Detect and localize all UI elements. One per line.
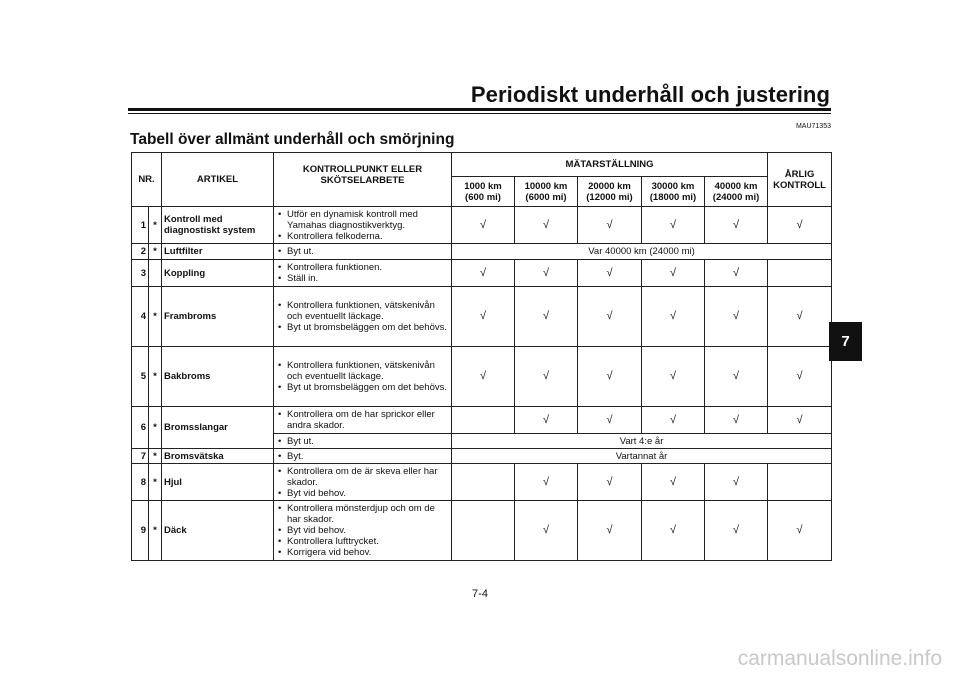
check-mark: √	[705, 207, 768, 244]
task-item: • Byt vid behov.	[278, 488, 449, 499]
check-mark: √	[768, 347, 832, 407]
table-row	[132, 287, 832, 347]
row-item: Bromsvätska	[162, 449, 274, 464]
check-mark: √	[515, 207, 578, 244]
task-item: • Kontrollera funktionen.	[278, 262, 449, 273]
row-tasks	[274, 407, 452, 434]
check-mark: √	[515, 501, 578, 561]
row-tasks	[274, 287, 452, 347]
check-mark: √	[515, 347, 578, 407]
check-mark: √	[705, 464, 768, 501]
table-row	[132, 207, 832, 244]
table-row	[132, 347, 832, 407]
table-row	[132, 449, 832, 464]
header-odometer: MÄTARSTÄLLNING	[452, 153, 768, 177]
header-interval: 20000 km (12000 mi)	[578, 177, 642, 207]
row-number: 1	[132, 207, 149, 244]
row-number: 7	[132, 449, 149, 464]
interval-span: Vart 4:e år	[452, 434, 832, 449]
check-mark: √	[705, 407, 768, 434]
task-item: • Kontrollera om de är skeva eller har skador.	[278, 466, 449, 488]
task-item: • Korrigera vid behov.	[278, 547, 449, 558]
task-item: • Ställ in.	[278, 273, 449, 284]
check-mark: √	[515, 407, 578, 434]
check-mark: √	[768, 287, 832, 347]
row-star: *	[149, 501, 162, 561]
row-item: Kontroll med diagnostiskt system	[162, 207, 274, 244]
header-checkpoint: KONTROLLPUNKT ELLER SKÖTSELARBETE	[274, 153, 452, 207]
row-star: *	[149, 449, 162, 464]
check-mark: √	[578, 501, 642, 561]
task-item: • Kontrollera mönsterdjup och om de har skador.	[278, 503, 449, 525]
chapter-tab: 7	[829, 322, 862, 361]
empty-cell	[452, 464, 515, 501]
row-star: *	[149, 407, 162, 449]
check-mark: √	[515, 464, 578, 501]
task-item: • Byt.	[278, 451, 449, 462]
header-item: ARTIKEL	[162, 153, 274, 207]
row-item: Bromsslangar	[162, 407, 274, 449]
check-mark: √	[578, 464, 642, 501]
row-number: 4	[132, 287, 149, 347]
header-annual: ÅRLIG KONTROLL	[768, 153, 832, 207]
task-item: • Kontrollera funktionen, vätskenivån och eventuellt läckage.	[278, 360, 449, 382]
task-item: • Kontrollera lufttrycket.	[278, 536, 449, 547]
check-mark: √	[705, 287, 768, 347]
task-item: • Kontrollera om de har sprickor eller andra skador.	[278, 409, 449, 431]
task-item: • Byt ut.	[278, 246, 449, 257]
check-mark: √	[705, 260, 768, 287]
empty-cell	[452, 501, 515, 561]
row-item: Däck	[162, 501, 274, 561]
row-star: *	[149, 287, 162, 347]
row-tasks	[274, 434, 452, 449]
check-mark: √	[768, 501, 832, 561]
check-mark: √	[705, 501, 768, 561]
row-number: 8	[132, 464, 149, 501]
check-mark: √	[642, 207, 705, 244]
task-item: • Byt ut bromsbeläggen om det behövs.	[278, 382, 449, 393]
check-mark: √	[705, 347, 768, 407]
empty-cell	[452, 407, 515, 434]
check-mark: √	[642, 407, 705, 434]
check-mark: √	[452, 207, 515, 244]
check-mark: √	[578, 347, 642, 407]
task-item: • Byt ut.	[278, 436, 449, 447]
check-mark: √	[578, 287, 642, 347]
header-rule-thick	[128, 108, 831, 111]
watermark: carmanualsonline.info	[737, 647, 942, 670]
row-item: Hjul	[162, 464, 274, 501]
check-mark: √	[768, 407, 832, 434]
table-row	[132, 407, 832, 434]
check-mark: √	[578, 260, 642, 287]
header-interval: 30000 km (18000 mi)	[642, 177, 705, 207]
row-star: *	[149, 347, 162, 407]
row-tasks	[274, 449, 452, 464]
check-mark: √	[642, 260, 705, 287]
row-item: Bakbroms	[162, 347, 274, 407]
header-interval: 40000 km (24000 mi)	[705, 177, 768, 207]
check-mark: √	[452, 287, 515, 347]
table-row	[132, 464, 832, 501]
task-item: • Kontrollera felkoderna.	[278, 231, 449, 242]
empty-cell	[768, 464, 832, 501]
row-tasks	[274, 244, 452, 260]
row-number: 9	[132, 501, 149, 561]
row-tasks	[274, 207, 452, 244]
document-code: MAU71353	[795, 123, 831, 130]
row-star: *	[149, 207, 162, 244]
task-item: • Kontrollera funktionen, vätskenivån och eventuellt läckage.	[278, 300, 449, 322]
row-number: 6	[132, 407, 149, 449]
check-mark: √	[515, 287, 578, 347]
check-mark: √	[642, 287, 705, 347]
page-header-title: Periodiskt underhåll och justering	[470, 82, 830, 107]
task-item: • Byt ut bromsbeläggen om det behövs.	[278, 322, 449, 333]
row-star: *	[149, 464, 162, 501]
check-mark: √	[578, 407, 642, 434]
check-mark: √	[642, 501, 705, 561]
empty-cell	[768, 260, 832, 287]
check-mark: √	[768, 207, 832, 244]
row-number: 3	[132, 260, 149, 287]
header-interval: 1000 km (600 mi)	[452, 177, 515, 207]
row-item: Luftfilter	[162, 244, 274, 260]
row-item: Koppling	[162, 260, 274, 287]
row-star	[149, 260, 162, 287]
row-tasks	[274, 464, 452, 501]
row-tasks	[274, 501, 452, 561]
interval-span: Vartannat år	[452, 449, 832, 464]
task-item: • Byt vid behov.	[278, 525, 449, 536]
row-star: *	[149, 244, 162, 260]
check-mark: √	[452, 260, 515, 287]
maintenance-table	[131, 152, 832, 561]
task-item: • Utför en dynamisk kontroll med Yamahas diagnostikverktyg.	[278, 209, 449, 231]
row-number: 5	[132, 347, 149, 407]
row-tasks	[274, 260, 452, 287]
section-title: Tabell över allmänt underhåll och smörjning	[130, 131, 455, 148]
table-row	[132, 501, 832, 561]
table-row	[132, 244, 832, 260]
row-number: 2	[132, 244, 149, 260]
page-number: 7-4	[472, 588, 488, 600]
check-mark: √	[515, 260, 578, 287]
check-mark: √	[642, 464, 705, 501]
row-item: Frambroms	[162, 287, 274, 347]
check-mark: √	[578, 207, 642, 244]
header-nr: NR.	[132, 153, 162, 207]
row-tasks	[274, 347, 452, 407]
check-mark: √	[452, 347, 515, 407]
check-mark: √	[642, 347, 705, 407]
interval-span: Var 40000 km (24000 mi)	[452, 244, 832, 260]
table-row	[132, 260, 832, 287]
header-rule-thin	[128, 113, 831, 114]
header-interval: 10000 km (6000 mi)	[515, 177, 578, 207]
